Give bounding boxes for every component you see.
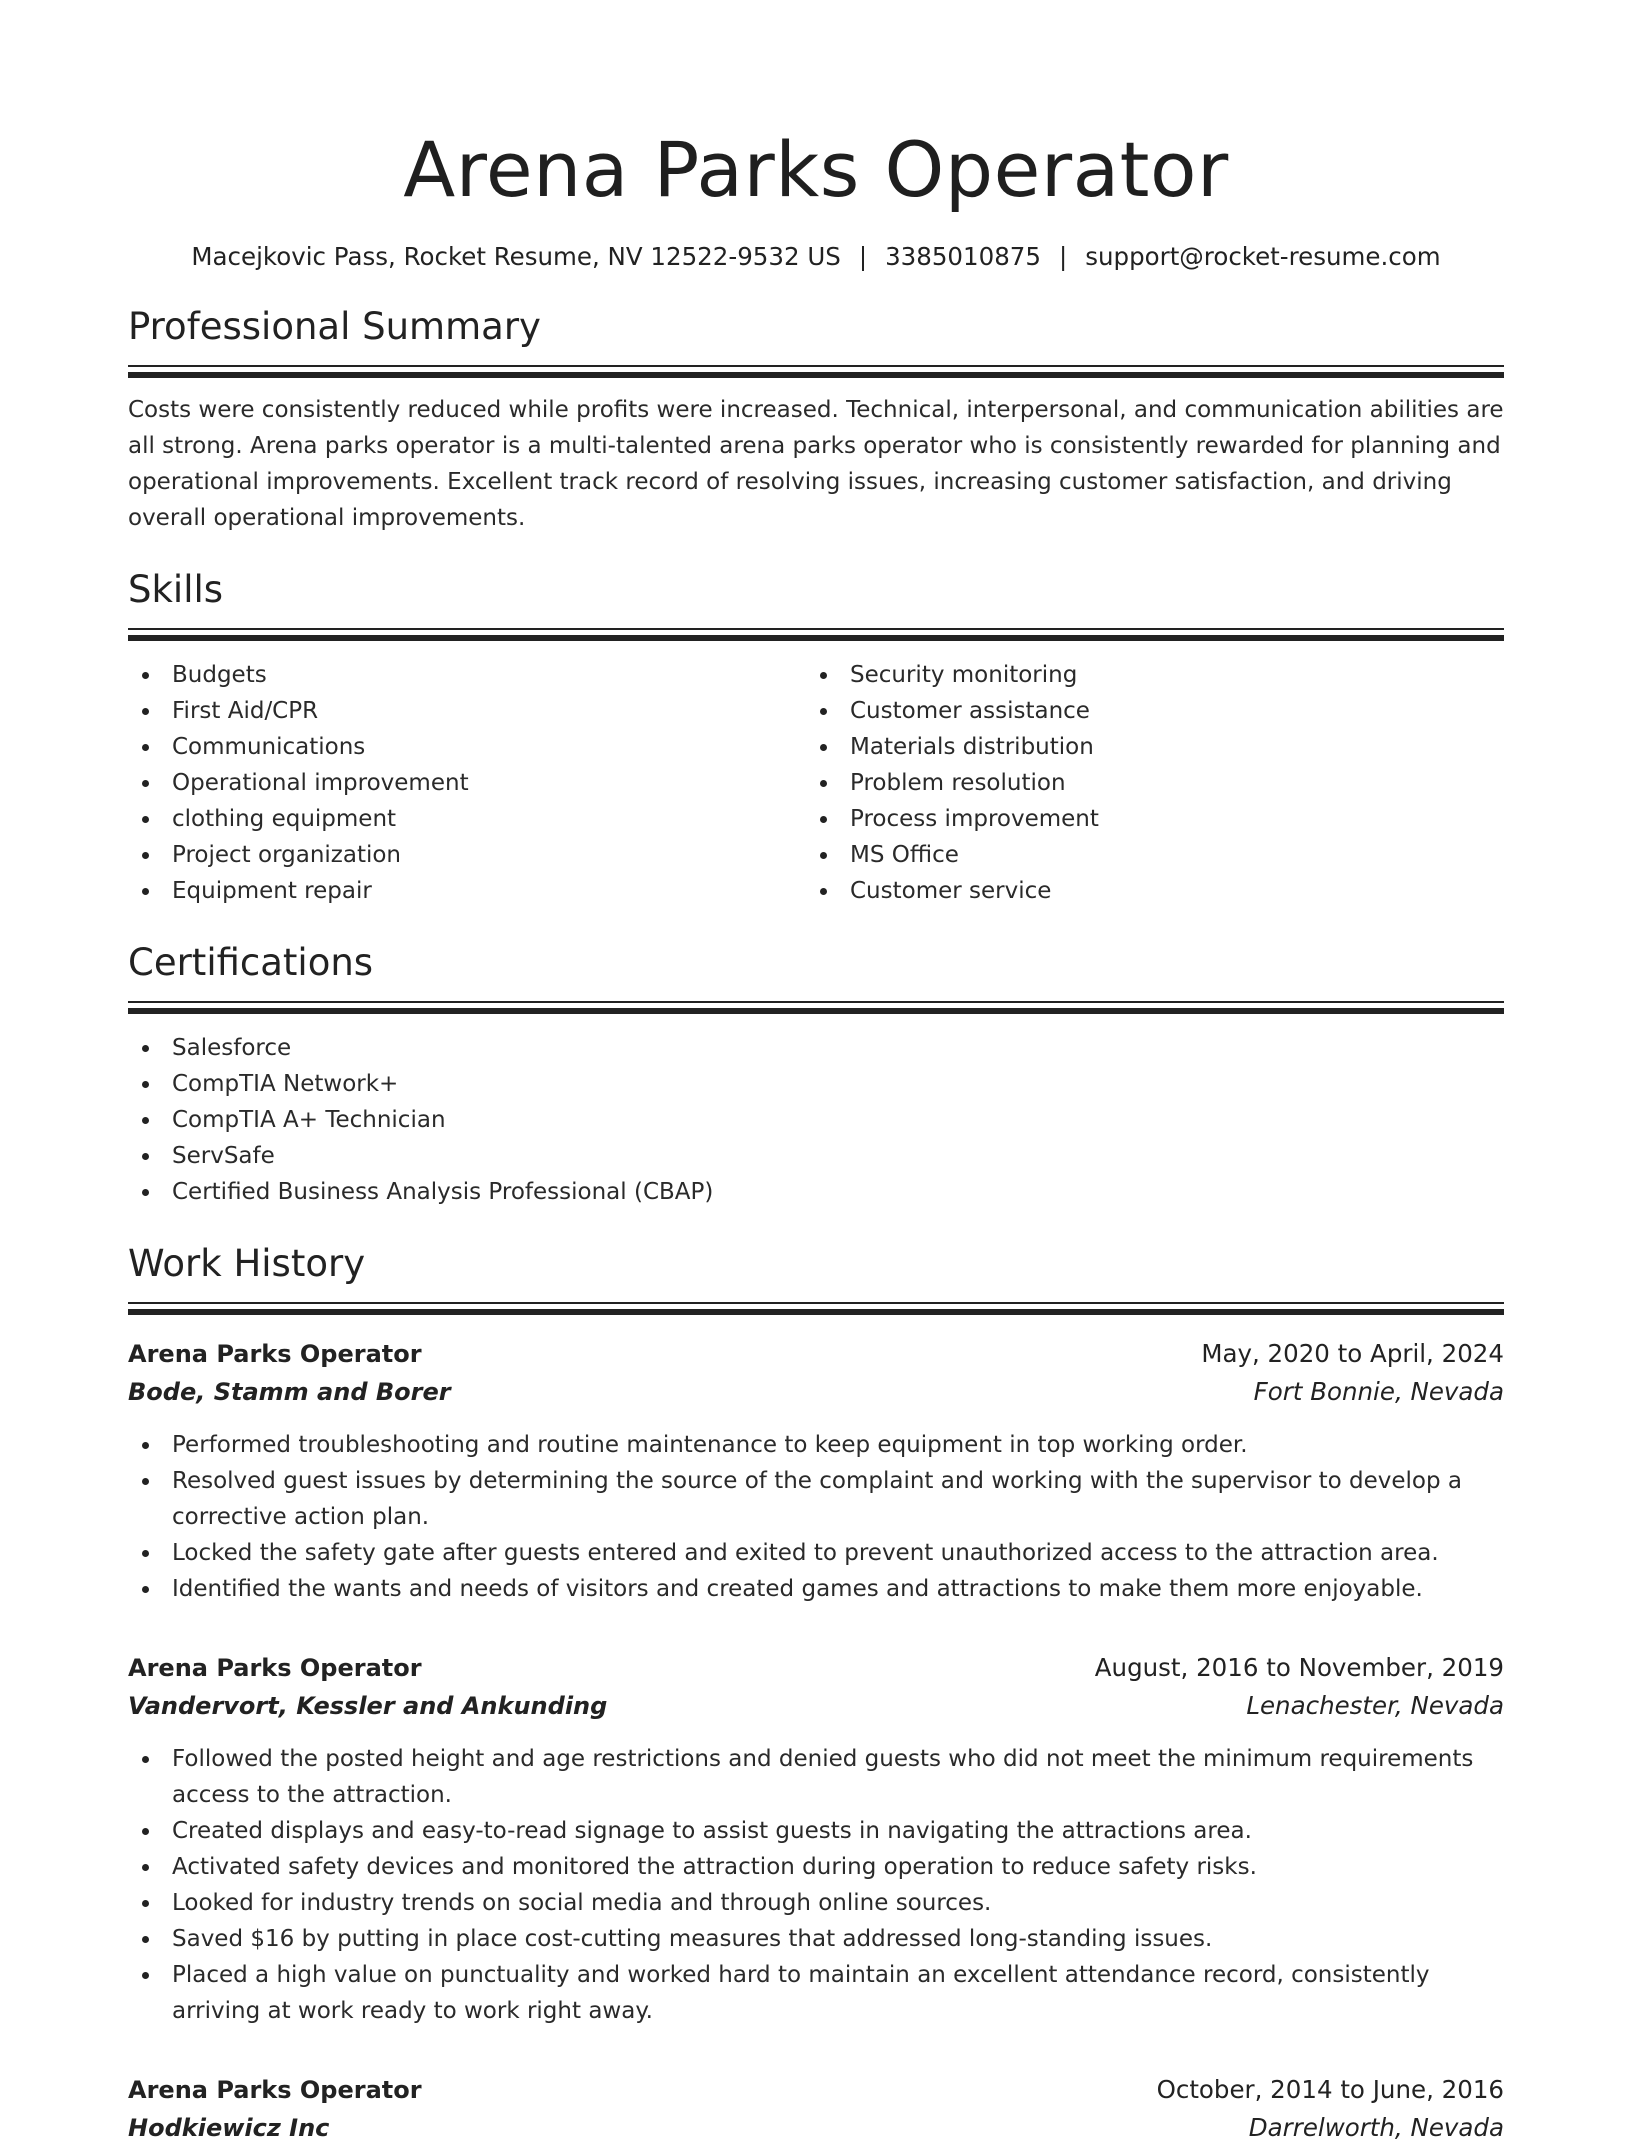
job-company: Bode, Stamm and Borer — [128, 1378, 451, 1406]
skill-item: Process improvement — [806, 801, 1484, 837]
professional-summary-section — [128, 303, 1504, 536]
job-company-row — [128, 1373, 1504, 1411]
job-bullet: Created displays and easy-to-read signage to assist guests in navigating the attractions area. — [128, 1813, 1504, 1849]
job-bullets — [128, 1427, 1504, 1607]
job-bullet: Activated safety devices and monitored the attraction during operation to reduce safety risks. — [128, 1849, 1504, 1885]
certifications-section — [128, 939, 1504, 1210]
skill-item: Customer assistance — [806, 693, 1484, 729]
skill-item: Problem resolution — [806, 765, 1484, 801]
job-bullet: Saved $16 by putting in place cost-cutting measures that addressed long-standing issues. — [128, 1921, 1504, 1957]
skill-item: Budgets — [128, 657, 806, 693]
summary-text: Costs were consistently reduced while profits were increased. Technical, interpersonal, and communication abilities are all strong. Arena parks operator is a multi-talented arena parks operator who is consistently rewarded for planning and operational improvements. Excellent track record of resolving issues, increasing customer satisfaction, and driving overall operational improvements. — [128, 397, 1504, 531]
job-company-row — [128, 1687, 1504, 1725]
skill-item: Materials distribution — [806, 729, 1484, 765]
job-bullet: Performed troubleshooting and routine maintenance to keep equipment in top working order. — [128, 1427, 1504, 1463]
job-bullets — [128, 1741, 1504, 2029]
contact-line — [128, 240, 1504, 274]
job-title: Arena Parks Operator — [128, 1654, 422, 1682]
skill-item: Project organization — [128, 837, 806, 873]
job-dates: August, 2016 to November, 2019 — [1094, 1653, 1504, 1682]
certification-item: ServSafe — [128, 1138, 1504, 1174]
section-divider — [128, 628, 1504, 641]
contact-email: support@rocket-resume.com — [1085, 242, 1441, 271]
skills-grid — [128, 657, 1504, 909]
job-bullet: Placed a high value on punctuality and worked hard to maintain an excellent attendance record, consistently arriving at work ready to work right away. — [128, 1957, 1504, 2029]
job-dates: October, 2014 to June, 2016 — [1156, 2075, 1504, 2104]
certification-item: Certified Business Analysis Professional (CBAP) — [128, 1174, 1504, 1210]
job-bullet: Resolved guest issues by determining the source of the complaint and working with the supervisor to develop a corrective action plan. — [128, 1463, 1504, 1535]
section-title: Work History — [128, 1242, 366, 1285]
contact-address: Macejkovic Pass, Rocket Resume, NV 12522-9532 US — [191, 242, 841, 271]
skill-item: Communications — [128, 729, 806, 765]
section-divider — [128, 365, 1504, 378]
certifications-list — [128, 1030, 1504, 1210]
job-entry — [128, 1649, 1504, 2029]
section-divider — [128, 1302, 1504, 1315]
job-company: Hodkiewicz Inc — [128, 2114, 330, 2142]
job-header-row — [128, 1335, 1504, 1373]
certification-item: Salesforce — [128, 1030, 1504, 1066]
job-bullet: Identified the wants and needs of visitors and created games and attractions to make them more enjoyable. — [128, 1571, 1504, 1607]
contact-separator: | — [1058, 242, 1068, 271]
skills-column-right — [806, 657, 1484, 909]
skill-item: clothing equipment — [128, 801, 806, 837]
skill-item: Security monitoring — [806, 657, 1484, 693]
skill-item: MS Office — [806, 837, 1484, 873]
job-title: Arena Parks Operator — [128, 2076, 422, 2104]
job-dates: May, 2020 to April, 2024 — [1201, 1339, 1504, 1368]
skill-item: Customer service — [806, 873, 1484, 909]
job-location: Darrelworth, Nevada — [1248, 2113, 1504, 2142]
contact-separator: | — [858, 242, 868, 271]
contact-phone: 3385010875 — [885, 242, 1041, 271]
skills-section — [128, 566, 1504, 909]
section-title: Certifications — [128, 941, 374, 984]
job-bullet: Followed the posted height and age restrictions and denied guests who did not meet the minimum requirements access to the attraction. — [128, 1741, 1504, 1813]
work-history-section — [128, 1240, 1504, 2147]
skill-item: First Aid/CPR — [128, 693, 806, 729]
section-title: Skills — [128, 568, 224, 611]
skill-item: Equipment repair — [128, 873, 806, 909]
job-company: Vandervort, Kessler and Ankunding — [128, 1692, 608, 1720]
certification-item: CompTIA A+ Technician — [128, 1102, 1504, 1138]
skill-item: Operational improvement — [128, 765, 806, 801]
skills-column-left — [128, 657, 806, 909]
resume-name: Arena Parks Operator — [403, 125, 1229, 214]
job-entry — [128, 2071, 1504, 2147]
section-title: Professional Summary — [128, 305, 541, 348]
job-bullet: Looked for industry trends on social media and through online sources. — [128, 1885, 1504, 1921]
job-location: Fort Bonnie, Nevada — [1253, 1377, 1504, 1406]
job-bullet: Locked the safety gate after guests entered and exited to prevent unauthorized access to the attraction area. — [128, 1535, 1504, 1571]
certification-item: CompTIA Network+ — [128, 1066, 1504, 1102]
job-header-row — [128, 2071, 1504, 2109]
job-entry — [128, 1335, 1504, 1607]
job-location: Lenachester, Nevada — [1246, 1691, 1504, 1720]
section-divider — [128, 1001, 1504, 1014]
job-title: Arena Parks Operator — [128, 1340, 422, 1368]
job-company-row — [128, 2109, 1504, 2147]
resume-page — [128, 118, 1504, 2147]
job-header-row — [128, 1649, 1504, 1687]
